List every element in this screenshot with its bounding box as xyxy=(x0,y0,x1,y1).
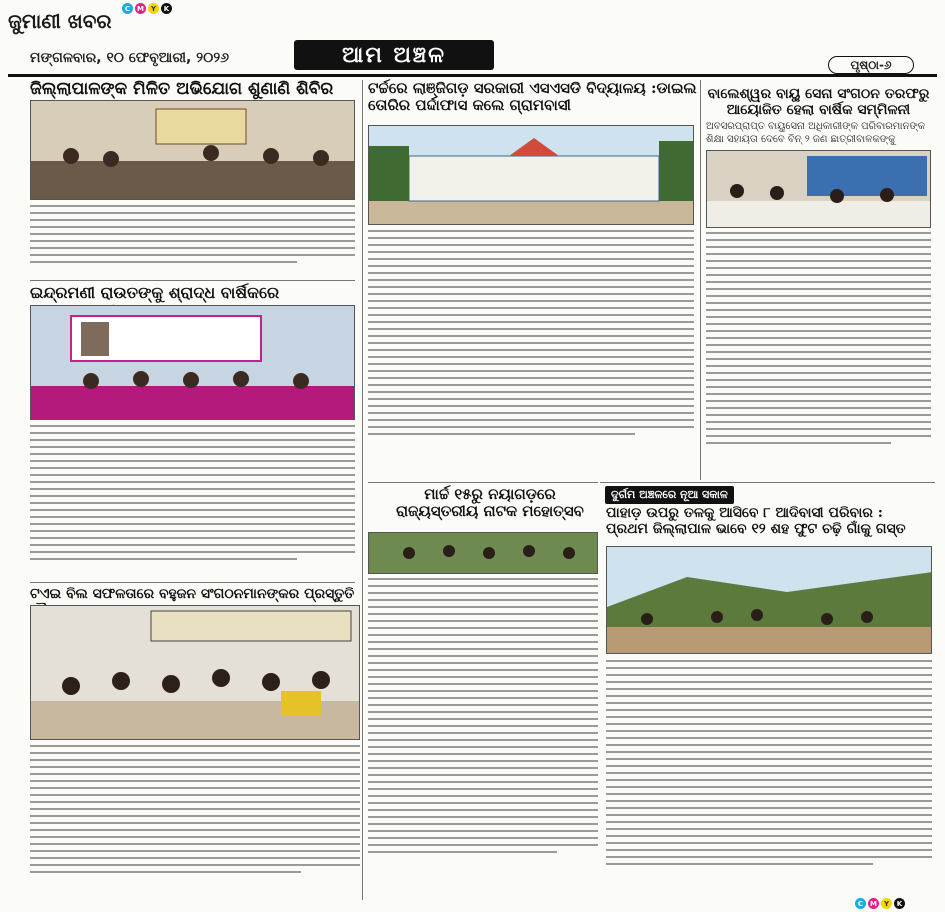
article-2-body xyxy=(30,425,355,580)
headline-line: ରାଜ୍ୟସ୍ତରୀୟ ନାଟକ ମହୋତ୍ସବ xyxy=(396,502,584,521)
conference-photo-icon xyxy=(707,151,931,228)
article-1-headline: ଜିଲ୍ଲାପାଳଙ୍କ ମିଳିତ ଅଭିଯୋଗ ଶୁଣାଣି ଶିବିର xyxy=(30,79,334,99)
cmyk-c: C xyxy=(855,898,866,909)
divider xyxy=(30,582,355,583)
column-divider xyxy=(700,80,701,480)
article-5-body xyxy=(368,578,598,894)
hill-village-photo-icon xyxy=(607,547,932,654)
cmyk-dots-icon xyxy=(855,898,905,909)
cmyk-y: Y xyxy=(881,898,892,909)
article-5-headline xyxy=(380,486,600,521)
tribute-event-photo-icon xyxy=(31,306,355,420)
article-7-body xyxy=(606,660,932,895)
article-7-photo xyxy=(606,546,932,654)
article-7-headline xyxy=(606,505,936,537)
article-2-headline: ଇନ୍ଦ୍ରମଣୀ ରାଉତଙ୍କୁ ଶ୍ରାଦ୍ଧ ବାର୍ଷିକରେ xyxy=(30,283,280,302)
cmyk-y: Y xyxy=(148,3,159,14)
headline-line: ପ୍ରଥମ ଜିଲ୍ଲାପାଳ ଭାବେ ୧୨ ଶହ ଫୁଟ ଚଢ଼ି ଗାଁକୁ ଗସ୍ତ xyxy=(606,521,906,538)
headline-line: ପାହାଡ଼ ଉପରୁ ତଳକୁ ଆସିବେ ୮ ଆଦିବାସୀ ପରିବାର : xyxy=(606,505,883,521)
cmyk-m: M xyxy=(868,898,879,909)
article-3-body xyxy=(30,745,360,895)
cmyk-k: K xyxy=(161,3,172,14)
article-5-photo xyxy=(368,532,598,574)
article-7-kicker: ଦୁର୍ଗମ ଅଞ୍ଚଳରେ ନୂଆ ସକାଳ xyxy=(605,486,734,504)
dateline: ମଙ୍ଗଳବାର, ୧୦ ଫେବୃଆରୀ, ୨୦୨୬ xyxy=(30,50,230,66)
headline-line: ବାଲେଶ୍ୱର ବାୟୁ ସେନା ସଂଗଠନ ତରଫରୁ xyxy=(707,86,930,102)
article-2-photo xyxy=(30,305,355,420)
headline-line: ଟର୍ଚ୍ଚରେ ଲାଞ୍ଜିଗଡ଼ ସରକାରୀ ଏସଏସଡି ବିଦ୍ୟାଳୟ :ଡାଇଲ xyxy=(368,79,697,97)
page-number: ପୃଷ୍ଠା-୬ xyxy=(828,56,914,74)
cmyk-k: K xyxy=(894,898,905,909)
headline-line: ମାର୍ଚ୍ଚ ୧୫ରୁ ନୟାଗଡ଼ରେ xyxy=(424,485,556,503)
article-3-headline: ଟଏଇ ବିଲ ସଫଳତାରେ ବହୁଜନ ସଂଗଠନମାନଙ୍କର ପ୍ରସ୍ତୁତି xyxy=(30,586,355,602)
article-6-photo xyxy=(706,150,931,228)
article-6-subhead: ଅବସରପ୍ରାପ୍ତ ବାୟୁସେନା ଅଧିକାରୀଙ୍କ ପରିବାରମାନଙ୍କ ଶିକ୍ଷା ସହାୟତା ଦେବେ ବିନ୍ ୨ ଜଣ ଛାତ୍ରୀବାଳକଙ୍କୁ xyxy=(706,121,926,145)
meeting-photo-icon xyxy=(31,606,360,740)
divider xyxy=(600,482,935,483)
cmyk-c: C xyxy=(122,3,133,14)
article-1-photo xyxy=(30,100,355,200)
school-building-photo-icon xyxy=(369,126,694,225)
group-photo-icon xyxy=(369,533,598,574)
divider xyxy=(368,482,598,483)
cmyk-m: M xyxy=(135,3,146,14)
article-4-photo xyxy=(368,125,694,225)
article-4-body xyxy=(368,230,694,470)
column-divider xyxy=(362,80,363,900)
headline-line: ଆୟୋଜିତ ହେଲା ବାର୍ଷିକ ସମ୍ମିଳନୀ xyxy=(726,102,911,119)
headline-line: ତୋରିର ପର୍ଦ୍ଦାଫାସ କଲେ ଗ୍ରାମବାସୀ xyxy=(368,96,571,115)
article-6-body xyxy=(706,232,931,477)
article-1-body xyxy=(30,205,355,277)
brand-text: ଜୁମାଣୀ ଖବର xyxy=(8,9,112,33)
article-4-headline xyxy=(368,80,698,115)
cmyk-dots-icon xyxy=(122,3,172,14)
article-6-headline xyxy=(706,86,931,118)
divider xyxy=(30,280,355,281)
meeting-photo-icon xyxy=(31,101,355,200)
section-title: ଆମ ଅଞ୍ଚଳ xyxy=(294,40,494,70)
masthead-rule xyxy=(8,74,937,77)
article-3-photo xyxy=(30,605,360,740)
